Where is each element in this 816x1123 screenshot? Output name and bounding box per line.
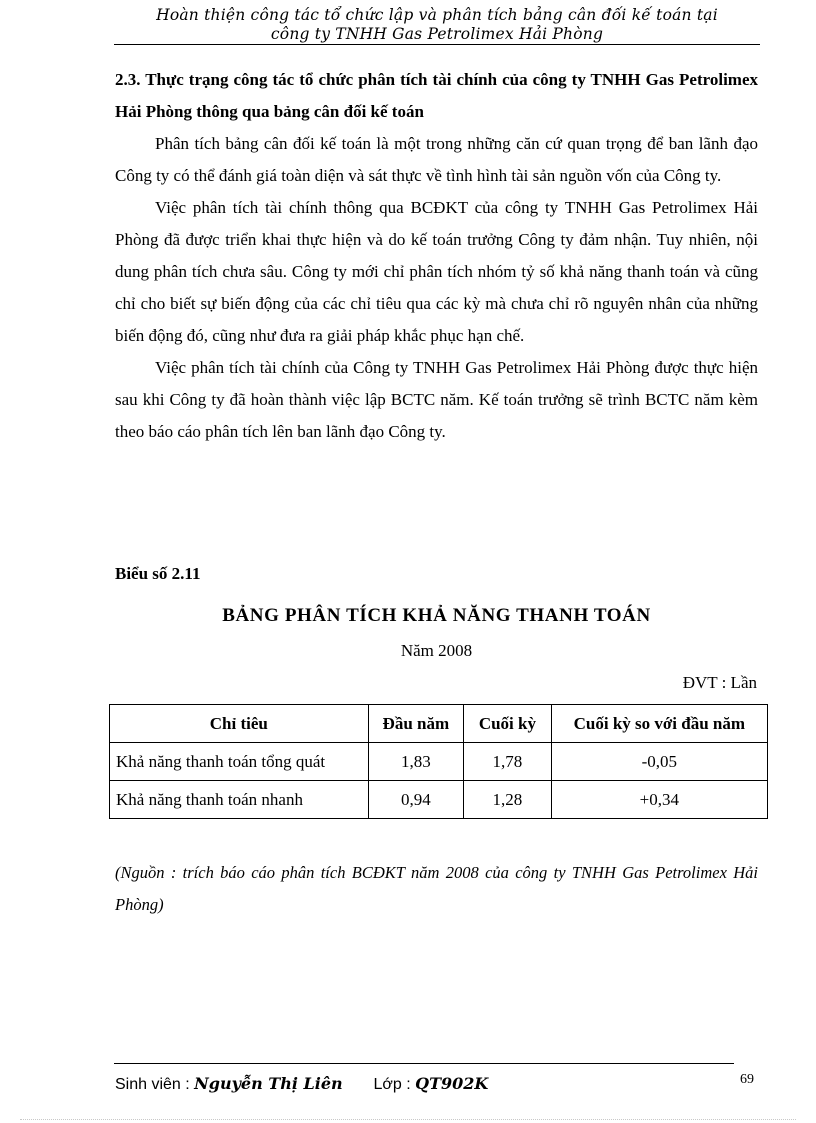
- column-header: Chỉ tiêu: [110, 705, 369, 743]
- table-unit: ĐVT : Lần: [682, 673, 757, 692]
- page-footer: [115, 1074, 488, 1095]
- page-number: 69: [740, 1072, 754, 1087]
- table-row: [110, 781, 768, 819]
- class-label: Lớp :: [373, 1076, 411, 1093]
- liquidity-table: [109, 704, 768, 819]
- table-cell: 1,78: [464, 743, 552, 781]
- page-header: [114, 6, 760, 44]
- table-cell: 1,83: [368, 743, 464, 781]
- header-line-1: Hoàn thiện công tác tổ chức lập và phân tích bảng cân đối kế toán tại: [156, 6, 718, 24]
- column-header: Cuối kỳ so với đầu năm: [551, 705, 767, 743]
- table-cell: Khả năng thanh toán nhanh: [110, 781, 369, 819]
- table-cell: 1,28: [464, 781, 552, 819]
- figure-label: Biểu số 2.11: [115, 564, 201, 583]
- table-cell: +0,34: [551, 781, 767, 819]
- paragraph-2: Việc phân tích tài chính thông qua BCĐKT của công ty TNHH Gas Petrolimex Hải Phòng đã được triển khai thực hiện và do kế toán trưởng Công ty đảm nhận. Tuy nhiên, nội dung phân tích chưa sâu. Công ty mới chỉ phân tích nhóm tỷ số khả năng thanh toán và cũng chỉ cho biết sự biến động của các chỉ tiêu qua các kỳ mà chưa chỉ rõ nguyên nhân của những biến động đó, cũng như đưa ra giải pháp khắc phục hạn chế.: [115, 198, 758, 345]
- table-header-row: [110, 705, 768, 743]
- footer-divider: [114, 1063, 734, 1064]
- table-row: [110, 743, 768, 781]
- section-heading: 2.3. Thực trạng công tác tổ chức phân tích tài chính của công ty TNHH Gas Petrolimex Hải Phòng thông qua bảng cân đối kế toán: [115, 70, 758, 121]
- page-edge-divider: [20, 1119, 796, 1120]
- header-divider: [114, 44, 760, 45]
- table-year: Năm 2008: [400, 641, 473, 660]
- student-label: Sinh viên :: [115, 1076, 190, 1093]
- table-cell: -0,05: [551, 743, 767, 781]
- table-cell: 0,94: [368, 781, 464, 819]
- table-cell: Khả năng thanh toán tổng quát: [110, 743, 369, 781]
- header-line-2: công ty TNHH Gas Petrolimex Hải Phòng: [270, 25, 604, 43]
- table-title: BẢNG PHÂN TÍCH KHẢ NĂNG THANH TOÁN: [222, 605, 651, 626]
- column-header: Đầu năm: [368, 705, 464, 743]
- paragraph-1: Phân tích bảng cân đối kế toán là một trong những căn cứ quan trọng để ban lãnh đạo Công ty có thể đánh giá toàn diện và sát thực về tình hình tài sản nguồn vốn của Công ty.: [115, 134, 758, 185]
- student-name: Nguyễn Thị Liên: [194, 1074, 343, 1093]
- class-value: QT902K: [415, 1074, 489, 1093]
- section-body: [115, 64, 758, 448]
- column-header: Cuối kỳ: [464, 705, 552, 743]
- paragraph-3: Việc phân tích tài chính của Công ty TNHH Gas Petrolimex Hải Phòng được thực hiện sau khi Công ty đã hoàn thành việc lập BCTC năm. Kế toán trưởng sẽ trình BCTC năm kèm theo báo cáo phân tích lên ban lãnh đạo Công ty.: [115, 358, 758, 441]
- source-note: (Nguồn : trích báo cáo phân tích BCĐKT năm 2008 của công ty TNHH Gas Petrolimex Hải Phòng): [115, 863, 758, 914]
